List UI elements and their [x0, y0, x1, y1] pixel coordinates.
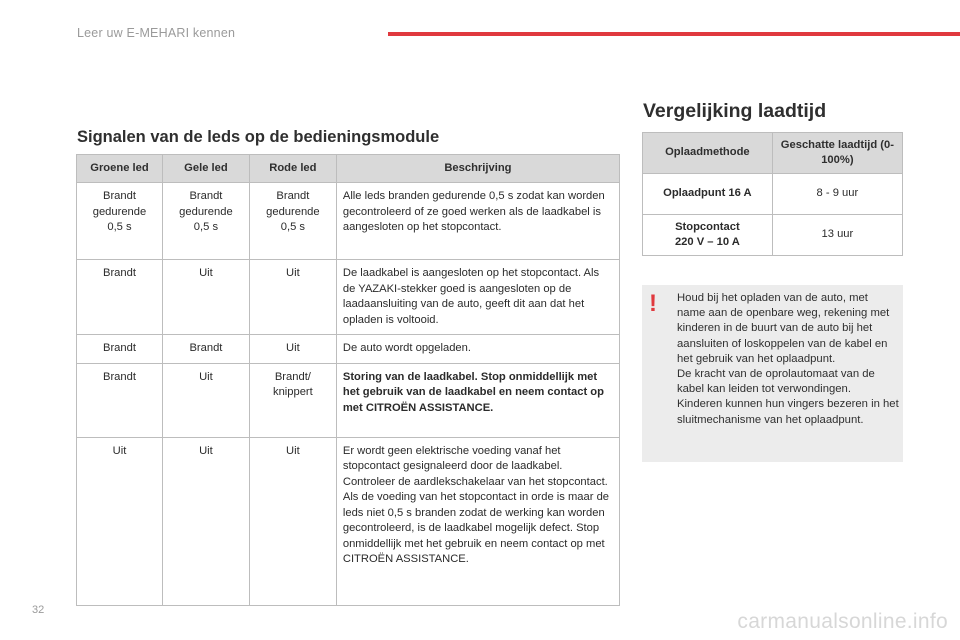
page-number: 32	[32, 604, 45, 616]
yellow-led-cell: Brandt	[162, 335, 249, 364]
red-led-cell: Uit	[249, 260, 336, 335]
red-led-cell: Uit	[249, 335, 336, 364]
yellow-led-cell: Uit	[162, 260, 249, 335]
green-led-cell: Brandt	[77, 335, 163, 364]
exclamation-icon: !	[649, 290, 657, 317]
description-cell: De auto wordt opgeladen.	[336, 335, 619, 364]
method-cell: Stopcontact 220 V – 10 A	[643, 215, 773, 256]
method-cell: Oplaadpunt 16 A	[643, 174, 773, 215]
yellow-led-cell: Uit	[162, 363, 249, 437]
table-row	[643, 174, 903, 215]
time-cell: 13 uur	[772, 215, 902, 256]
green-led-cell: Brandt gedurende 0,5 s	[77, 183, 163, 260]
table-row	[643, 215, 903, 256]
green-led-cell: Brandt	[77, 363, 163, 437]
description-cell: Storing van de laadkabel. Stop onmiddellijk met het gebruik van de laadkabel en neem contact op met CITROËN ASSISTANCE.	[336, 363, 619, 437]
description-cell: De laadkabel is aangesloten op het stopcontact. Als de YAZAKI-stekker goed is aangesloten op de laadaansluiting van de auto, geeft dit aan dat het opladen is voltooid.	[336, 260, 619, 335]
table-header-row	[77, 155, 620, 183]
led-signals-table	[76, 154, 620, 606]
description-cell: Er wordt geen elektrische voeding vanaf het stopcontact gesignaleerd door de laadkabel. Controleer de aardlekschakelaar van het stopcontact. Als de voeding van het stopcontact in orde is maar de leds niet 0,5 s branden zodat de werking kan worden gecontroleerd, is de laadkabel mogelijk defect. Stop onmiddellijk met het gebruik en neem contact op met CITROËN ASSISTANCE.	[336, 437, 619, 605]
column-header-red: Rode led	[249, 155, 336, 183]
red-led-cell: Uit	[249, 437, 336, 605]
table-row	[77, 363, 620, 437]
red-led-cell: Brandt/ knippert	[249, 363, 336, 437]
column-header-time: Geschatte laadtijd (0-100%)	[772, 133, 902, 174]
leds-section-title: Signalen van de leds op de bedieningsmodule	[77, 128, 440, 146]
column-header-green: Groene led	[77, 155, 163, 183]
column-header-yellow: Gele led	[162, 155, 249, 183]
yellow-led-cell: Brandt gedurende 0,5 s	[162, 183, 249, 260]
green-led-cell: Brandt	[77, 260, 163, 335]
comparison-section-title: Vergelijking laadtijd	[643, 100, 827, 122]
table-row	[77, 437, 620, 605]
warning-text: Houd bij het opladen van de auto, met name aan de openbare weg, rekening met kinderen in de buurt van de auto bij het aansluiten of loskoppelen van de kabel en het gebruik van het oplaadpunt. De kracht van de oprolautomaat van de kabel kan leiden tot verwondingen. Kinderen kunnen hun vingers bezeren in het sluitmechanisme van het oplaadpunt.	[677, 292, 899, 426]
column-header-description: Beschrijving	[336, 155, 619, 183]
yellow-led-cell: Uit	[162, 437, 249, 605]
header-accent-bar	[388, 32, 960, 36]
table-row	[77, 183, 620, 260]
table-header-row	[643, 133, 903, 174]
description-cell: Alle leds branden gedurende 0,5 s zodat kan worden gecontroleerd of ze goed werken als de laadkabel is aangesloten op het stopcontact.	[336, 183, 619, 260]
table-row	[77, 335, 620, 364]
page-header-title: Leer uw E-MEHARI kennen	[77, 26, 236, 40]
red-led-cell: Brandt gedurende 0,5 s	[249, 183, 336, 260]
watermark: carmanualsonline.info	[737, 610, 948, 633]
charging-time-table	[642, 132, 903, 256]
time-cell: 8 - 9 uur	[772, 174, 902, 215]
table-row	[77, 260, 620, 335]
column-header-method: Oplaadmethode	[643, 133, 773, 174]
green-led-cell: Uit	[77, 437, 163, 605]
